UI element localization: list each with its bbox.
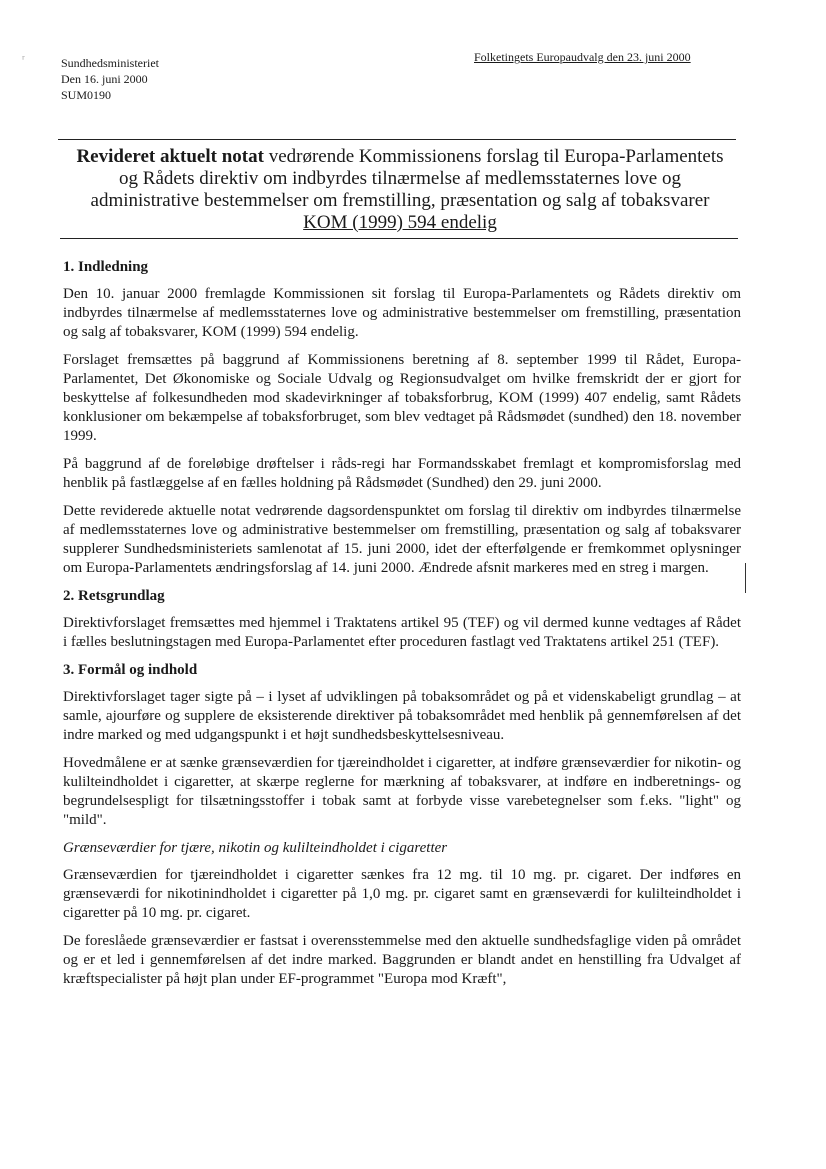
title-line-4: KOM (1999) 594 endelig	[303, 212, 497, 233]
paragraph: Den 10. januar 2000 fremlagde Kommissionen sit forslag til Europa-Parlamentets og Rådets direktiv om indbyrdes tilnærmelse af medlemsstaternes love og administrative bestemmelser om fremstilling, præsentation og salg af tobaksvarer, KOM (1999) 594 endelig.	[63, 286, 741, 340]
committee-reference: Folketingets Europaudvalg den 23. juni 2000	[474, 50, 691, 64]
paragraph: Direktivforslaget tager sigte på – i lyset af udviklingen på tobaksområdet og på et videnskabeligt grundlag – at samle, ajourføre og supplere de eksisterende direktiver på tobaksområdet med henblik på gennemførelsen af det indre marked og med udgangspunkt i et højt sundhedsbeskyttelsesniveau.	[63, 689, 741, 743]
scan-speck: ʳ	[22, 52, 25, 66]
paragraph: De foreslåede grænseværdier er fastsat i overensstemmelse med den aktuelle sundhedsfaglige viden på området og er et led i gennemførelsen af det indre marked. Baggrunden er blandt andet en henstilling fra Udvalget af kræftspecialister på højt plan under EF-programmet "Europa mod Kræft",	[63, 933, 741, 987]
title-bold-lead: Revideret aktuelt notat	[76, 146, 264, 167]
sender-block	[61, 55, 159, 103]
title-line-2: og Rådets direktiv om indbyrdes tilnærmelse af medlemsstaternes love og	[119, 168, 681, 189]
document-reference: SUM0190	[61, 88, 112, 102]
title-bottom-rule	[60, 238, 738, 239]
paragraph: Dette reviderede aktuelle notat vedrørende dagsordenspunktet om forslag til direktiv om indbyrdes tilnærmelse af medlemsstaternes love og administrative bestemmelser om fremstilling, præsentation og salg af tobaksvarer supplerer Sundhedsministeriets samlenotat af 15. juni 2000, idet der efterfølgende er fremkommet oplysninger om Europa-Parlamentets ændringsforslag af 14. juni 2000. Ændrede afsnit markeres med en streg i margen.	[63, 503, 741, 576]
paragraph: På baggrund af de foreløbige drøftelser i råds-regi har Formandsskabet fremlagt et kompromisforslag med henblik på fastlæggelse af en fælles holdning på Rådsmødet (Sundhed) den 29. juni 2000.	[63, 456, 741, 491]
title-top-rule	[58, 139, 736, 140]
title-line-1: vedrørende Kommissionens forslag til Europa-Parlamentets	[263, 146, 724, 167]
document-date: Den 16. juni 2000	[61, 72, 148, 86]
paragraph: Forslaget fremsættes på baggrund af Kommissionens beretning af 8. september 1999 til Rådet, Europa-Parlamentet, Det Økonomiske og Sociale Udvalg og Regionsudvalget om hvilke fremskridt der er gjort for beskyttelse af folkesundheden mod skadevirkninger af tobaksforbrug, KOM (1999) 407 endelig, samt Rådets konklusioner om bekæmpelse af tobaksforbruget, som blev vedtaget på Rådsmødet (sundhed) den 18. november 1999.	[63, 352, 741, 444]
title-line-3: administrative bestemmelser om fremstilling, præsentation og salg af tobaksvarer	[90, 190, 710, 211]
document-title	[50, 146, 750, 234]
paragraph: Direktivforslaget fremsættes med hjemmel i Traktatens artikel 95 (TEF) og vil dermed kunne vedtages af Rådet i fælles beslutningstagen med Europa-Parlamentet efter proceduren fastlagt ved Traktatens artikel 251 (TEF).	[63, 615, 741, 650]
paragraph: Hovedmålene er at sænke grænseværdien for tjæreindholdet i cigaretter, at indføre grænseværdier for nikotin- og kulilteindholdet i cigaretter, at skærpe reglerne for mærkning af tobaksvarer, at indføre en indberetnings- og begrundelsespligt for tilsætningsstoffer i tobak samt at forbyde visse varebetegnelser som f.eks. "light" og "mild".	[63, 755, 741, 828]
subsection-heading: Grænseværdier for tjære, nikotin og kulilteindholdet i cigaretter	[63, 840, 448, 856]
paragraph: Grænseværdien for tjæreindholdet i cigaretter sænkes fra 12 mg. til 10 mg. pr. cigaret. Der indføres en grænseværdi for nikotinindholdet i cigaretter på 1,0 mg. pr. cigaret samt en grænseværdi for kulilteindholdet i cigaretter på 10 mg. pr. cigaret.	[63, 867, 741, 921]
section-heading-indledning: 1. Indledning	[63, 259, 149, 275]
change-margin-marker	[745, 563, 746, 593]
document-body	[63, 258, 741, 998]
ministry-name: Sundhedsministeriet	[61, 56, 159, 70]
section-heading-retsgrundlag: 2. Retsgrundlag	[63, 588, 165, 604]
section-heading-formaal: 3. Formål og indhold	[63, 662, 198, 678]
